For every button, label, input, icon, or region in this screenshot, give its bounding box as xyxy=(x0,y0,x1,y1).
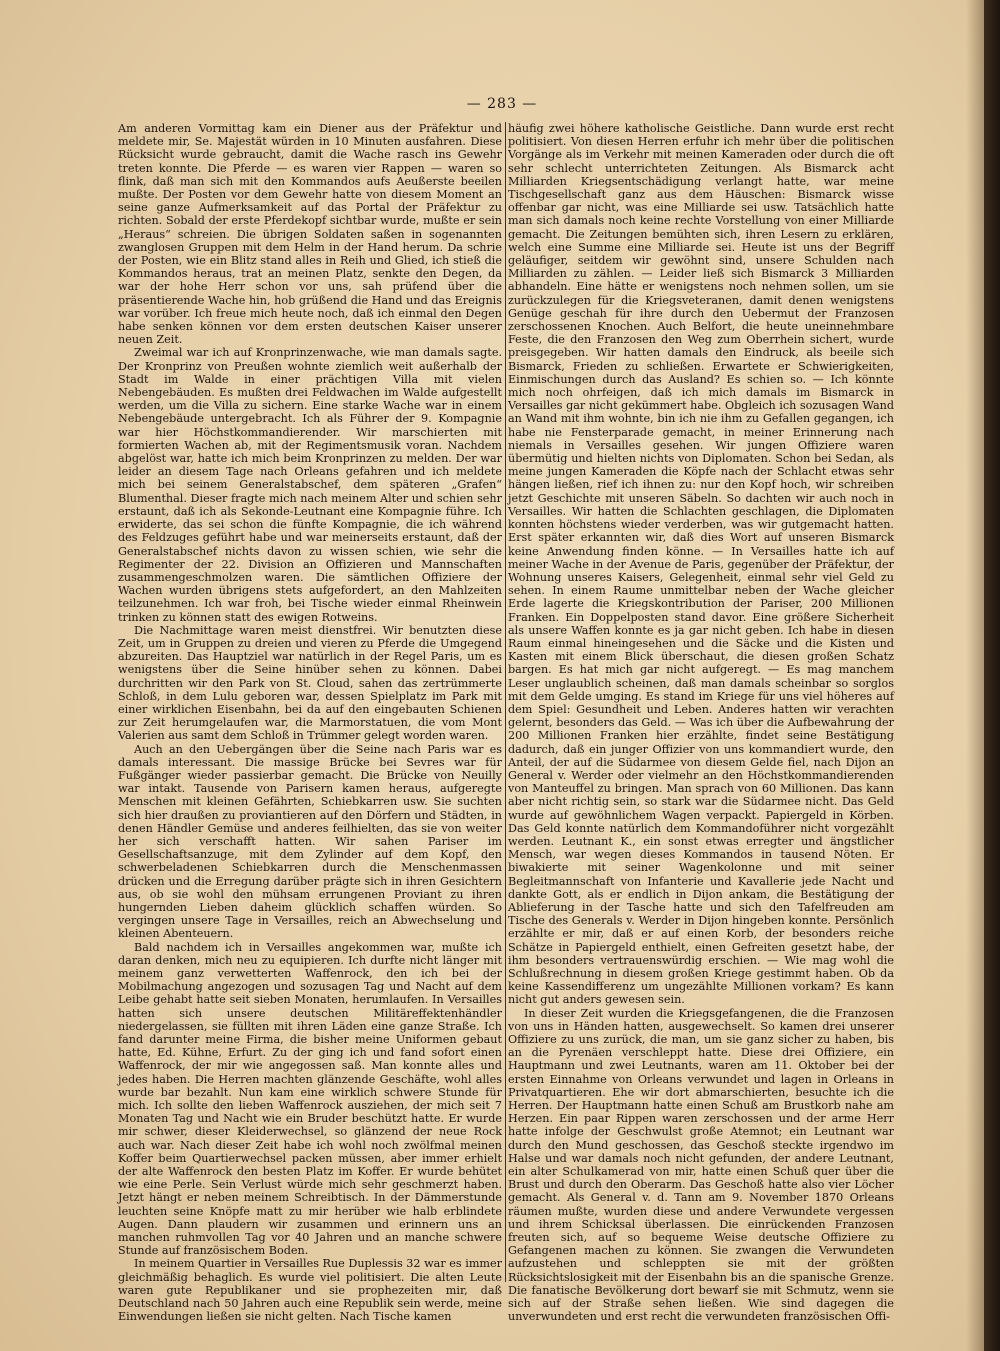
text-column-left xyxy=(118,122,502,1324)
book-spine xyxy=(984,0,1000,1351)
page-number: — 283 — xyxy=(466,96,538,112)
paragraph: In dieser Zeit wurden die Kriegsgefangenen, die die Franzosen von uns in Händen hatten, ausgewechselt. So kamen drei unserer Offiziere zu uns zurück, die man, um sie ganz sicher zu haben, bis an die Pyrenäen verschleppt hatte. Diese drei Offiziere, ein Hauptmann und zwei Leutnants, waren am 11. Oktober bei der ersten Einnahme von Orleans verwundet und lagen in Orleans in Privatquartieren. Ehe wir dort abmarschierten, besuchte ich die Herren. Der Hauptmann hatte einen Schuß am Brustkorb nahe am Herzen. Ein paar Rippen waren zerschossen und der arme Herr hatte infolge der Geschwulst große Atemnot; ein Leutnant war durch den Mund geschossen, das Geschoß steckte irgendwo im Halse und war damals noch nicht gefunden, der andere Leutnant, ein alter Schulkamerad von mir, hatte einen Schuß quer über die Brust und durch den Oberarm. Das Geschoß hatte also vier Löcher gemacht. Als General v. d. Tann am 9. November 1870 Orleans räumen mußte, wurden diese und andere Verwundete vergessen und ihrem Schicksal überlassen. Die einrückenden Franzosen freuten sich, auf so bequeme Weise deutsche Offiziere zu Gefangenen machen zu können. Sie zwangen die Verwundeten aufzustehen und schleppten sie mit der größten Rücksichtslosigkeit mit der Eisenbahn bis an die spanische Grenze. Die fanatische Bevölkerung dort bewarf sie mit Schmutz, wenn sie sich auf der Straße sehen ließen. Wie sind dagegen die unverwundeten und erst recht die verwundeten französischen Offi- xyxy=(508,1006,894,1324)
paragraph: Am anderen Vormittag kam ein Diener aus der Präfektur und meldete mir, Se. Majestät würden in 10 Minuten ausfahren. Diese Rücksicht wurde gebraucht, damit die Wache rasch ins Gewehr treten konnte. Die Pferde — es waren vier Rappen — waren so flink, daß man sich mit den Kommandos aufs Aeußerste beeilen mußte. Der Posten vor dem Gewehr hatte von diesem Moment an seine ganze Aufmerksamkeit auf das Portal der Präfektur zu richten. Sobald der erste Pferdekopf sichtbar wurde, mußte er sein „Heraus“ schreien. Die übrigen Soldaten saßen in sogenannten zwanglosen Gruppen mit dem Helm in der Hand herum. Da schrie der Posten, wie ein Blitz stand alles in Reih und Glied, ich stieß die Kommandos heraus, trat an meinen Platz, senkte den Degen, da war der hohe Herr schon vor uns, sah prüfend über die präsentierende Wache hin, hob grüßend die Hand und das Ereignis war vorüber. Ich freue mich heute noch, daß ich einmal den Degen habe senken können vor dem ersten deutschen Kaiser unserer neuen Zeit. xyxy=(118,122,502,347)
paragraph: Die Nachmittage waren meist dienstfrei. Wir benutzten diese Zeit, um in Gruppen zu dreien und vieren zu Pferde die Umgegend abzureiten. Das Hauptziel war natürlich in der Regel Paris, um es wenigstens über die Seine hinüber sehen zu können. Dabei durchritten wir den Park von St. Cloud, sahen das zertrümmerte Schloß, in dem Lulu geboren war, dessen Spielplatz im Park mit einer wirklichen Eisenbahn, bei da auf den eingebauten Schienen zur Zeit herumgelaufen war, die Marmorstatuen, die vom Mont Valerien aus samt dem Schloß in Trümmer gelegt worden waren. xyxy=(118,623,502,743)
paragraph: häufig zwei höhere katholische Geistliche. Dann wurde erst recht politisiert. Von diesen Herren erfuhr ich mehr über die politischen Vorgänge als im Verkehr mit meinen Kameraden oder durch die oft sehr schlecht unterrichteten Zeitungen. Als Bismarck acht Milliarden Kriegsentschädigung verlangt hatte, war meine Tischgesellschaft ganz aus dem Häuschen: Bismarck wisse offenbar gar nicht, was eine Milliarde sei usw. Tatsächlich hatte man sich damals noch keine rechte Vorstellung von einer Milliarde gemacht. Die Zeitungen bemühten sich, ihren Lesern zu erklären, welch eine Summe eine Milliarde sei. Heute ist uns der Begriff geläufiger, seitdem wir gewöhnt sind, unsere Schulden nach Milliarden zu zählen. — Leider ließ sich Bismarck 3 Milliarden abhandeln. Eine hätte er wenigstens noch nehmen sollen, um sie zurückzulegen für die Kriegsveteranen, damit denen wenigstens Genüge geschah für ihre durch den Uebermut der Franzosen zerschossenen Knochen. Auch Belfort, die heute uneinnehmbare Feste, die den Franzosen den Weg zum Oberrhein sichert, wurde preisgegeben. Wir hatten damals den Eindruck, als beeile sich Bismarck, Frieden zu schließen. Erwartete er Schwierigkeiten, Einmischungen durch das Ausland? Es schien so. — Ich könnte mich noch ohrfeigen, daß ich mich damals im Bismarck in Versailles gar nicht gekümmert habe. Obgleich ich sozusagen Wand an Wand mit ihm wohnte, bin ich nie ihm zu Gefallen gegangen, ich habe nie Fensterparade gemacht, in meiner Erinnerung nach niemals in Versailles gesehen. Wir jungen Offiziere waren übermütig und hielten nichts von Diplomaten. Schon bei Sedan, als meine jungen Kameraden die Köpfe nach der Schlacht etwas sehr hängen ließen, rief ich ihnen zu: nur den Kopf hoch, wir schreiben jetzt Geschichte mit unseren Säbeln. So dachten wir auch noch in Versailles. Wir hatten die Schlachten geschlagen, die Diplomaten konnten höchstens wieder verderben, was wir gutgemacht hatten. Erst später erkannten wir, daß dies Wort auf unseren Bismarck keine Anwendung finden könne. — In Versailles hatte ich auf meiner Wache in der Avenue de Paris, gegenüber der Präfektur, der Wohnung unseres Kaisers, Gelegenheit, einmal sehr viel Geld zu sehen. In einem Raume unmittelbar neben der Wache gleicher Erde lagerte die Kriegskontribution der Pariser, 200 Millionen Franken. Ein Doppelposten stand davor. Eine größere Sicherheit als unsere Waffen konnte es ja gar nicht geben. Ich habe in diesen Raum einmal hineingesehen und die Säcke und die Kisten und Kasten mit einem Blick überschaut, die diesen großen Schatz bargen. Es hat mich gar nicht aufgeregt. — Es mag manchem Leser unglaublich scheinen, daß man damals scheinbar so sorglos mit dem Gelde umging. Es stand im Kriege für uns viel höheres auf dem Spiel: Gesundheit und Leben. Anderes hatten wir verachten gelernt, besonders das Geld. — Was ich über die Aufbewahrung der 200 Millionen Franken hier erzählte, findet seine Bestätigung dadurch, daß ein junger Offizier von uns kommandiert wurde, den Anteil, der auf die Südarmee von diesem Gelde fiel, nach Dijon an General v. Werder oder vielmehr an den Höchstkommandierenden von Manteuffel zu bringen. Man sprach von 60 Millionen. Das kann aber nicht richtig sein, so stark war die Südarmee nicht. Das Geld wurde auf gewöhnlichem Wagen verpackt. Papiergeld in Körben. Das Geld konnte natürlich dem Kommandoführer nicht vorgezählt werden. Leutnant K., ein sonst etwas erregter und ängstlicher Mensch, war wegen dieses Kommandos in tausend Nöten. Er biwakierte mit seiner Wagenkolonne und mit seiner Begleitmannschaft von Infanterie und Kavallerie jede Nacht und dankte Gott, als er endlich in Dijon ankam, die Bestätigung der Ablieferung in der Tasche hatte und sich den Tafelfreuden am Tische des Generals v. Werder in Dijon hingeben konnte. Persönlich erzählte er mir, daß er auf einen Korb, der besonders reiche Schätze in Papiergeld enthielt, einen Gefreiten gesetzt habe, der ihm besonders vertrauenswürdig erschien. — Wie mag wohl die Schlußrechnung in diesem großen Kriege gestimmt haben. Ob da keine Kassendifferenz um ungezählte Millionen vorkam? Es kann nicht gut anders gewesen sein. xyxy=(508,122,894,1007)
text-column-right xyxy=(508,122,894,1324)
paragraph: Zweimal war ich auf Kronprinzenwache, wie man damals sagte. Der Kronprinz von Preußen wohnte ziemlich weit außerhalb der Stadt im Walde in einer prächtigen Villa mit vielen Nebengebäuden. Es mußten drei Feldwachen im Walde aufgestellt werden, um die Villa zu sichern. Eine starke Wache war in einem Nebengebäude untergebracht. Ich als Führer der 9. Kompagnie war hier Höchstkommandierender. Wir marschierten mit formierten Wachen ab, mit der Regimentsmusik voran. Nachdem abgelöst war, hatte ich mich beim Kronprinzen zu melden. Der war leider an diesem Tage nach Orleans gefahren und ich meldete mich bei seinem Generalstabschef, dem späteren „Grafen“ Blumenthal. Dieser fragte mich nach meinem Alter und schien sehr erstaunt, daß ich als Sekonde-Leutnant eine Kompagnie führe. Ich erwiderte, das sei schon die fünfte Kompagnie, die ich während des Feldzuges geführt habe und war meinerseits erstaunt, daß der Generalstabschef nichts davon zu wissen schien, wie sehr die Regimenter der 22. Division an Offizieren und Mannschaften zusammengeschmolzen waren. Die sämtlichen Offiziere der Wachen wurden übrigens stets aufgefordert, an den Mahlzeiten teilzunehmen. Ich war froh, bei Tische wieder einmal Rheinwein trinken zu können statt des ewigen Rotweins. xyxy=(118,346,502,624)
paragraph: In meinem Quartier in Versailles Rue Duplessis 32 war es immer gleichmäßig behaglich. Es wurde viel politisiert. Die alten Leute waren gute Republikaner und sie prophezeiten mir, daß Deutschland nach 50 Jahren auch eine Republik sein werde, meine Einwendungen ließen sie nicht gelten. Nach Tische kamen xyxy=(118,1257,502,1324)
paragraph: Bald nachdem ich in Versailles angekommen war, mußte ich daran denken, mich neu zu equipieren. Ich durfte nicht länger mit meinem ganz verwetterten Waffenrock, den ich bei der Mobilmachung angezogen und sozusagen Tag und Nacht auf dem Leibe gehabt hatte seit sieben Monaten, herumlaufen. In Versailles hatten sich unsere deutschen Militäreffektenhändler niedergelassen, sie füllten mit ihren Läden eine ganze Straße. Ich fand darunter meine Firma, die bisher meine Uniformen gebaut hatte, Ed. Kühne, Erfurt. Zu der ging ich und fand sofort einen Waffenrock, der mir wie angegossen saß. Man konnte alles und jedes haben. Die Herren machten glänzende Geschäfte, wohl alles wurde bar bezahlt. Nun kam eine wirklich schwere Stunde für mich. Ich sollte den lieben Waffenrock ausziehen, der mich seit 7 Monaten Tag und Nacht wie ein Bruder beschützt hatte. Er wurde mir schwer, dieser Kleiderwechsel, so glänzend der neue Rock auch war. Nach dieser Zeit habe ich wohl noch zwölfmal meinen Koffer beim Quartierwechsel packen müssen, aber immer erhielt der alte Waffenrock den besten Platz im Koffer. Er wurde behütet wie eine Perle. Sein Verlust würde mich sehr geschmerzt haben. Jetzt hängt er neben meinem Schreibtisch. In der Dämmerstunde leuchten seine Knöpfe matt zu mir herüber wie halb erblindete Augen. Dann plaudern wir zusammen und erinnern uns an manchen ruhmvollen Tag vor 40 Jahren und an manche schwere Stunde auf französischem Boden. xyxy=(118,940,502,1258)
paragraph: Auch an den Uebergängen über die Seine nach Paris war es damals interessant. Die massige Brücke bei Sevres war für Fußgänger wieder passierbar gemacht. Die Brücke von Neuilly war intakt. Tausende von Parisern kamen heraus, aufgeregte Menschen mit kleinen Gefährten, Schiebkarren usw. Sie suchten sich hier draußen zu proviantieren auf den Dörfern und Städten, in denen Händler Gemüse und anderes feilhielten, das sie von weiter her sich verschafft hatten. Wir sahen Pariser im Gesellschaftsanzuge, mit dem Zylinder auf dem Kopf, den schwerbeladenen Schiebkarren durch die Menschenmassen drücken und die Erregung darüber prägte sich in ihren Gesichtern aus, ob sie wohl den mühsam errungenen Proviant zu ihren hungernden Lieben daheim glücklich schaffen würden. So vergingen unsere Tage in Versailles, reich an Abwechselung und kleinen Abenteuern. xyxy=(118,742,502,941)
column-divider xyxy=(505,122,506,1282)
